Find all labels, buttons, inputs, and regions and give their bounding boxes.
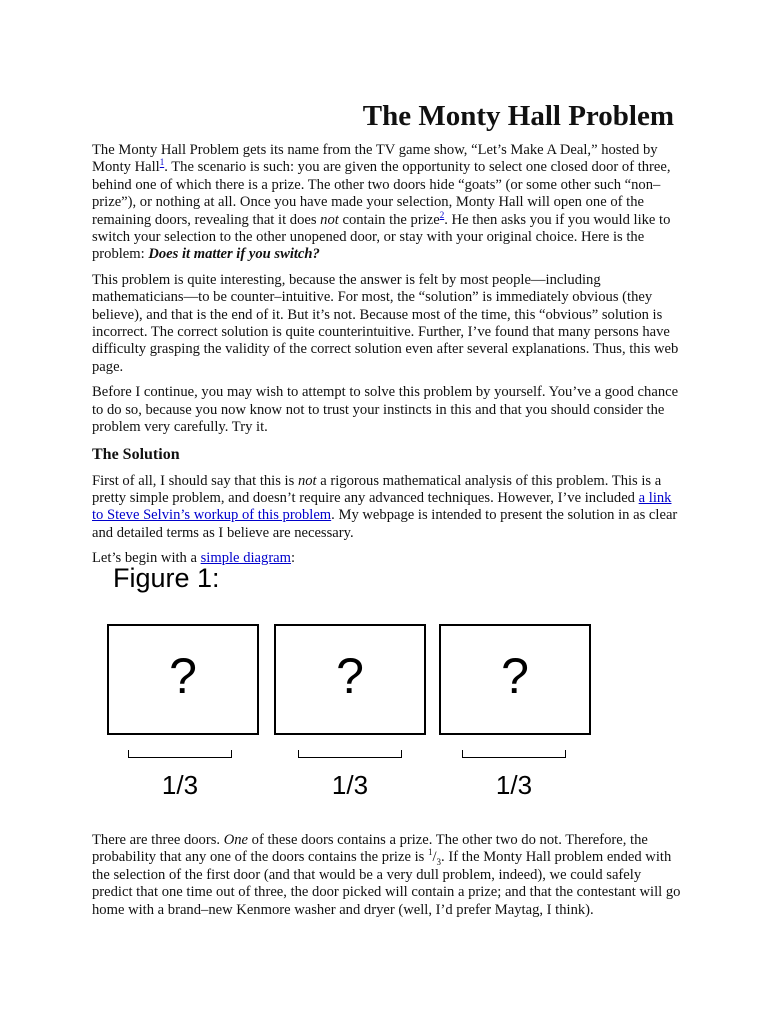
intro-paragraph-1: [92, 142, 682, 264]
door-2: [274, 624, 426, 735]
intro-text: The Monty Hall Problem gets its name from the TV game show, “Let’s Make A Deal,” hosted by Monty Hall: [92, 142, 658, 176]
door-3-question-mark: ?: [501, 648, 529, 704]
emphasis-not: not: [297, 472, 317, 489]
explanation-section: [92, 832, 682, 927]
door-3-probability: 1/3: [495, 770, 533, 800]
door-3-bracket: [462, 750, 566, 758]
simple-diagram-link[interactable]: simple diagram: [200, 550, 292, 567]
door-3: [439, 624, 591, 735]
intro-text: . The scenario is such: you are given the opportunity to select one closed door of three, behind one of which there is a prize. The other two doors hide “goats” (or some other such “non–prize”), or nothing at all. Once you have made your selection, Monty Hall will open one of the remaining doors, revealing that it does: [92, 159, 671, 228]
intro-paragraph-3: Before I continue, you may wish to attempt to solve this problem by yourself. You’ve a good chance to do so, because you now know not to trust your instincts in this and that you should consider the problem very carefully. Try it.: [92, 384, 679, 436]
footnote-1-link[interactable]: 1: [159, 157, 165, 168]
figure-1-diagram: [104, 562, 584, 812]
fraction-numerator: 1: [427, 847, 433, 858]
solution-text: :: [291, 550, 296, 567]
intro-text: contain the prize: [338, 211, 440, 228]
door-1-question-mark: ?: [169, 648, 197, 704]
solution-heading: The Solution: [92, 445, 180, 463]
intro-paragraph-2: This problem is quite interesting, because the answer is felt by most people—including mathematicians—to be counter–intuitive. For most, the “solution” is immediately obvious (they believe), and that is the end of it. But it’s not. Because most of the time, this “obvious” solution is incorrect. The correct solution is quite counterintuitive. Further, I’ve found that many persons have difficulty grasping the validity of the correct solution even after several explanations. Thus, this web page.: [92, 271, 679, 375]
solution-text: Let’s begin with a: [92, 550, 201, 567]
door-2-bracket: [298, 750, 402, 758]
solution-paragraph-1: [92, 473, 682, 543]
door-1-bracket: [128, 750, 232, 758]
article: [92, 96, 682, 576]
selvin-workup-link[interactable]: a link to Steve Selvin’s workup of this problem: [92, 489, 672, 524]
solution-text: . My webpage is intended to present the solution in as clear and detailed terms as I believe are necessary.: [92, 507, 678, 541]
door-2-probability: 1/3: [331, 770, 369, 800]
key-question: Does it matter if you switch?: [148, 246, 320, 263]
solution-text: a rigorous mathematical analysis of this problem. This is a pretty simple problem, and doesn’t require any advanced techniques. However, I’ve included: [92, 472, 662, 506]
explanation-text: There are three doors.: [92, 832, 224, 848]
explanation-paragraph: There are three doors. One of these doors contains a prize. The other two do not. Therefore, the probability that any one of the doors contains the prize is $^1/_3$. If the Monty Hall problem ended with the selection of the first door (and that would be a very dull problem, indeed), we could safely predict that one time out of three, the door picked will contain a prize; and that the contestant will go home with a brand–new Kenmore washer and dryer (well, I’d prefer Maytag, I think).: [92, 832, 681, 918]
footnote-2-link[interactable]: 2: [439, 209, 445, 220]
intro-text: . He then asks you if you would like to switch your selection to the other unopened door, or stay with your original choice. Here is the problem:: [92, 211, 671, 263]
door-2-question-mark: ?: [336, 648, 364, 704]
explanation-text: . If the Monty Hall problem ended with the selection of the first door (and that would be a very dull problem, indeed), we could safely predict that one time out of three, the door picked will contain a prize; and that the contestant will go home with a brand–new Kenmore washer and dryer (well, I’d prefer Maytag, I think).: [92, 849, 681, 918]
door-1: [107, 624, 259, 735]
fraction-denominator: 3: [436, 857, 442, 868]
page-title: The Monty Hall Problem: [362, 100, 674, 132]
solution-text: First of all, I should say that this is: [92, 472, 298, 489]
emphasis-one: One: [223, 832, 249, 848]
door-1-probability: 1/3: [161, 770, 199, 800]
figure-title: Figure 1:: [113, 563, 220, 593]
emphasis-not: not: [320, 211, 339, 228]
explanation-text: of these doors contains a prize. The other two do not. Therefore, the probability that any one of the doors contains the prize is: [92, 832, 648, 866]
